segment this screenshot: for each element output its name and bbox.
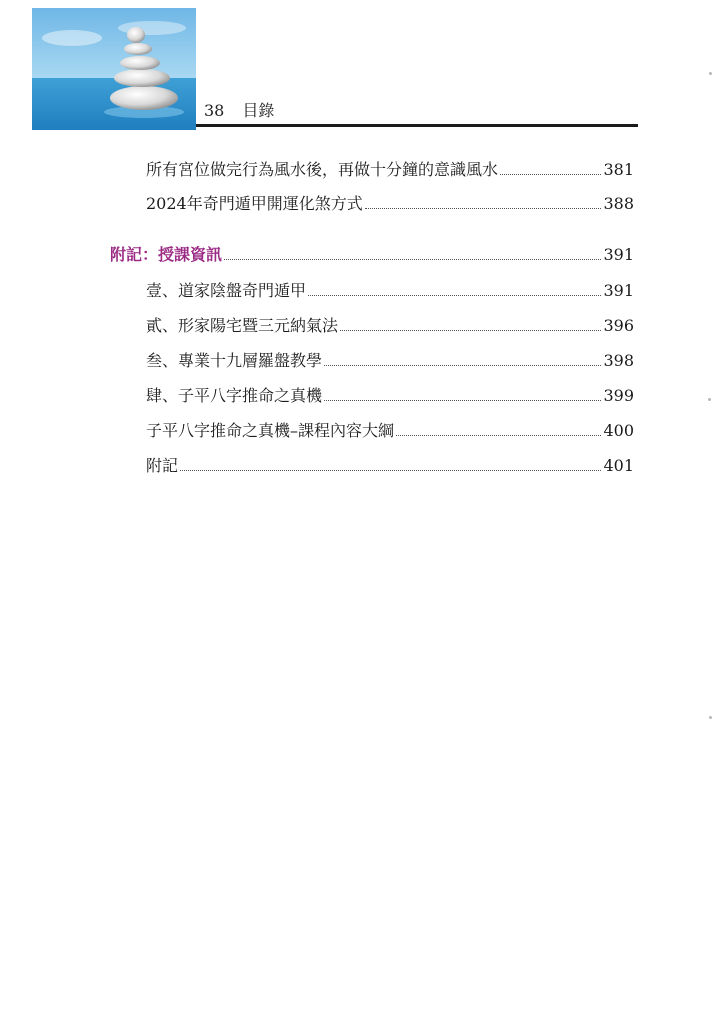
dot-leader	[340, 316, 601, 331]
dot-leader	[180, 456, 601, 471]
toc-entry-page: 398	[603, 351, 634, 370]
toc-entry-page: 388	[603, 194, 634, 213]
toc-entry-page: 400	[603, 421, 634, 440]
page-number: 38	[204, 101, 225, 120]
dot-leader	[324, 351, 601, 366]
toc-entry-label: 附記	[146, 456, 179, 475]
toc-entry[interactable]	[146, 421, 634, 441]
toc-appendix-heading[interactable]	[110, 245, 634, 265]
toc-entry-label: 所有宮位做完行為風水後，再做十分鐘的意識風水	[146, 160, 499, 179]
dot-leader	[396, 421, 601, 436]
toc-entry[interactable]	[146, 160, 634, 180]
toc-entry-label: 壹、道家陰盤奇門遁甲	[146, 281, 307, 300]
dot-leader	[324, 386, 601, 401]
dot-leader	[500, 160, 601, 175]
toc-entry-page: 391	[603, 281, 634, 300]
dot-leader	[308, 281, 601, 296]
toc-entry[interactable]	[146, 316, 634, 336]
toc-entry-label: 2024年奇門遁甲開運化煞方式	[146, 194, 363, 213]
toc-entry-label: 子平八字推命之真機–課程內容大綱	[146, 421, 395, 440]
section-title: 目錄	[242, 101, 275, 120]
toc-entry-page: 399	[603, 386, 634, 405]
toc-entry[interactable]	[146, 281, 634, 301]
toc-entry-label: 附記：授課資訊	[110, 245, 223, 264]
toc-entry-page: 391	[603, 245, 634, 264]
toc-entry[interactable]	[146, 386, 634, 406]
toc-entry-label: 貳、形家陽宅暨三元納氣法	[146, 316, 339, 335]
toc-entry-label: 叁、專業十九層羅盤教學	[146, 351, 323, 370]
toc-entry-page: 396	[603, 316, 634, 335]
toc-entry-page: 401	[603, 456, 634, 475]
dot-leader	[224, 245, 601, 260]
toc-entry-page: 381	[603, 160, 634, 179]
toc-entry[interactable]	[146, 456, 634, 476]
toc-entry-label: 肆、子平八字推命之真機	[146, 386, 323, 405]
toc-entry[interactable]	[146, 351, 634, 371]
dot-leader	[365, 194, 602, 209]
toc-entry[interactable]	[146, 194, 634, 214]
